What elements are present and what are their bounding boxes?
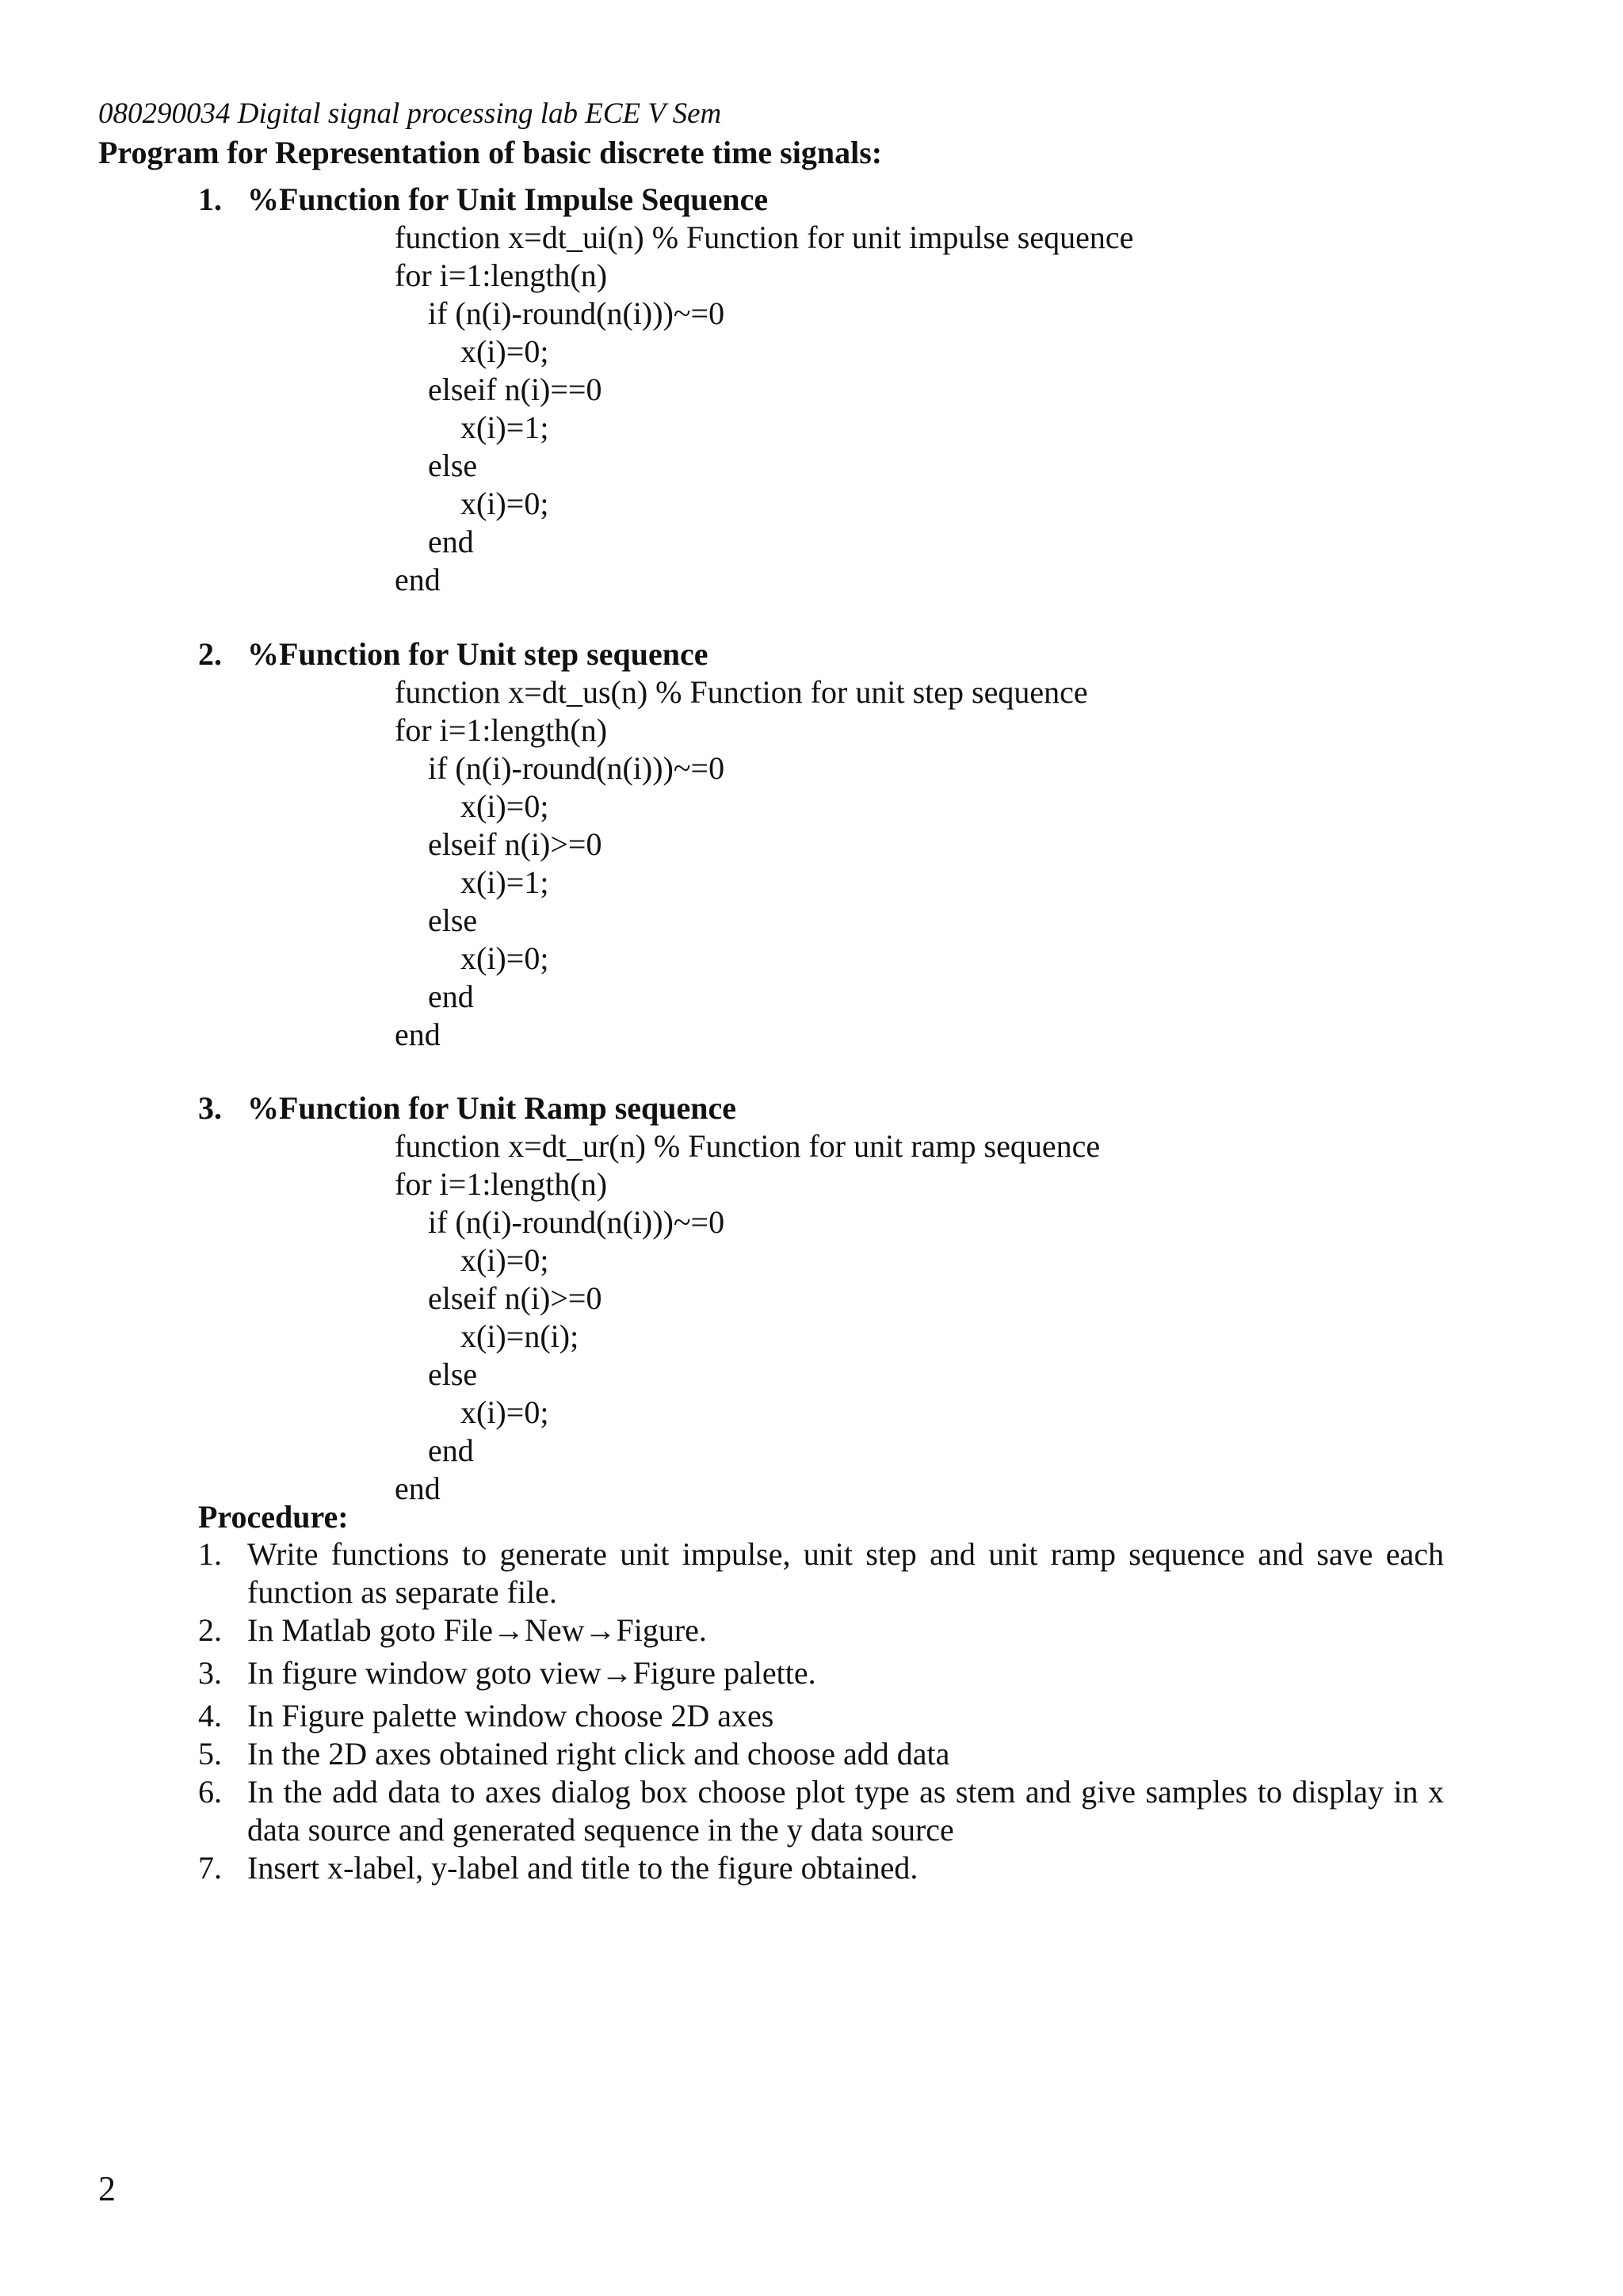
code-line: end	[428, 1432, 474, 1468]
step-text: In the 2D axes obtained right click and choose add data	[247, 1736, 950, 1772]
section-heading	[198, 1089, 736, 1127]
step-number: 2.	[198, 1612, 222, 1648]
section-heading-text: %Function for Unit step sequence	[247, 636, 708, 672]
code-line: if (n(i)-round(n(i)))~=0	[428, 750, 725, 786]
code-line: if (n(i)-round(n(i)))~=0	[428, 296, 725, 331]
step-text: In Figure palette window choose 2D axes	[247, 1698, 774, 1733]
step-text: In Matlab goto File→New→Figure.	[247, 1612, 707, 1648]
step-number: 6.	[198, 1774, 222, 1810]
code-line: for i=1:length(n)	[395, 1166, 608, 1202]
code-line: end	[395, 1470, 441, 1506]
code-line: end	[395, 1016, 441, 1052]
code-line: x(i)=0;	[460, 486, 549, 521]
code-line: function x=dt_ui(n) % Function for unit impulse sequence	[395, 219, 1134, 255]
code-line: x(i)=1;	[460, 864, 549, 900]
page-header: 080290034 Digital signal processing lab ECE V Sem	[98, 97, 722, 130]
code-line: if (n(i)-round(n(i)))~=0	[428, 1204, 725, 1240]
step-number: 1.	[198, 1536, 222, 1572]
step-text: Write functions to generate unit impulse, unit step and unit ramp sequence and save each function as separate file.	[247, 1536, 1444, 1610]
code-line: else	[428, 448, 478, 483]
step-number: 7.	[198, 1850, 222, 1886]
procedure-heading: Procedure:	[198, 1499, 349, 1535]
section-number: 2.	[198, 636, 222, 672]
code-line: function x=dt_ur(n) % Function for unit ramp sequence	[395, 1128, 1101, 1164]
code-line: elseif n(i)>=0	[428, 826, 602, 862]
code-line: x(i)=n(i);	[460, 1318, 579, 1354]
step-number: 4.	[198, 1698, 222, 1733]
page-title: Program for Representation of basic discrete time signals:	[98, 135, 883, 170]
step-text: In figure window goto view→Figure palette.	[247, 1655, 816, 1691]
code-line: x(i)=0;	[460, 1242, 549, 1278]
section-heading-text: %Function for Unit Impulse Sequence	[247, 181, 769, 217]
code-line: x(i)=1;	[460, 410, 549, 445]
section-number: 3.	[198, 1090, 222, 1126]
code-line: x(i)=0;	[460, 334, 549, 369]
code-line: elseif n(i)==0	[428, 372, 602, 407]
code-line: x(i)=0;	[460, 1394, 549, 1430]
code-line: for i=1:length(n)	[395, 712, 608, 748]
code-line: x(i)=0;	[460, 788, 549, 824]
code-line: elseif n(i)>=0	[428, 1280, 602, 1316]
section-heading-text: %Function for Unit Ramp sequence	[247, 1090, 737, 1126]
code-line: end	[395, 562, 441, 597]
code-line: for i=1:length(n)	[395, 257, 608, 293]
step-number: 3.	[198, 1655, 222, 1691]
section-heading	[198, 635, 708, 673]
code-line: end	[428, 524, 474, 559]
step-text: Insert x-label, y-label and title to the figure obtained.	[247, 1850, 918, 1886]
step-number: 5.	[198, 1736, 222, 1772]
section-number: 1.	[198, 181, 222, 217]
page-number: 2	[98, 2169, 116, 2208]
section-heading	[198, 181, 768, 219]
code-line: end	[428, 978, 474, 1014]
code-line: function x=dt_us(n) % Function for unit step sequence	[395, 674, 1088, 710]
code-line: x(i)=0;	[460, 940, 549, 976]
code-line: else	[428, 902, 478, 938]
code-line: else	[428, 1356, 478, 1392]
step-text: In the add data to axes dialog box choose plot type as stem and give samples to display in x data source and generated sequence in the y data source	[247, 1774, 1444, 1848]
